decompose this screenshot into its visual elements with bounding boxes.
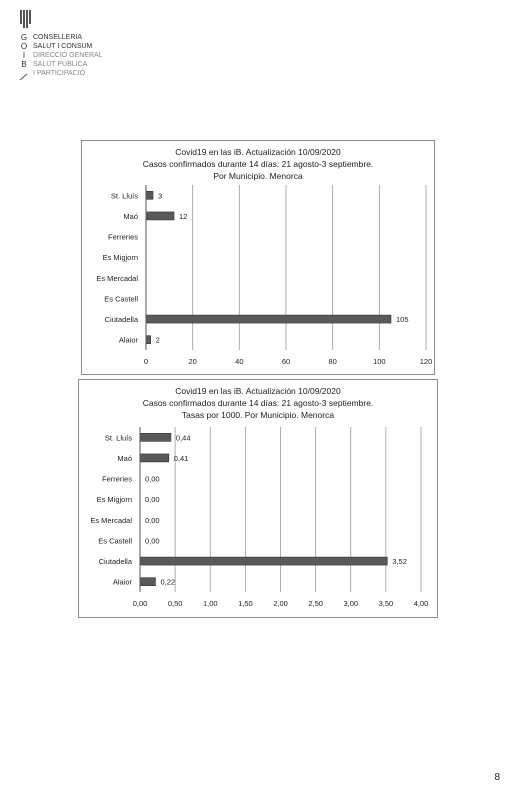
category-label: Ferreries (107, 232, 138, 242)
x-tick-label: 40 (235, 357, 244, 366)
data-label: 0,44 (175, 433, 191, 443)
category-label: St. Lluís (110, 191, 138, 201)
data-label: 0,41 (173, 453, 189, 463)
bar (146, 191, 153, 199)
logo-letters (18, 33, 30, 69)
data-label: 12 (179, 211, 188, 221)
data-label: 105 (396, 315, 409, 325)
data-label: 0,22 (160, 577, 176, 587)
logo-letter: G (20, 33, 28, 42)
category-label: Es Mercadal (96, 273, 138, 283)
data-label: 0,00 (145, 474, 160, 484)
bar (140, 578, 155, 586)
category-label: Maó (123, 211, 138, 221)
logo-letter: I (22, 51, 26, 60)
bar (146, 212, 174, 220)
category-label: Ciutadella (98, 557, 132, 567)
logo-line: DIRECCIÓ GENERAL (33, 52, 103, 59)
x-tick-label: 3,00 (343, 599, 359, 608)
logo-line: SALUT I CONSUM (33, 43, 93, 50)
category-label: Es Castell (104, 294, 138, 304)
bar (140, 454, 169, 462)
chart-title-line: Por Municipio. Menorca (213, 171, 303, 181)
category-label: Ciutadella (104, 315, 138, 325)
data-label: 2 (155, 335, 160, 345)
category-label: Maó (117, 453, 132, 463)
category-label: Es Castell (98, 536, 132, 546)
category-label: Alaior (112, 577, 132, 587)
logo-line: CONSELLERIA (33, 34, 83, 41)
x-tick-label: 1,50 (238, 599, 253, 608)
category-label: Es Migjorn (96, 495, 132, 505)
rates-chart-panel (78, 379, 438, 618)
category-label: St. Lluís (104, 433, 132, 443)
goib-logo (18, 10, 138, 80)
bar (146, 336, 151, 344)
chart-title-line: Tasas por 1000. Por Municipio. Menorca (181, 410, 335, 420)
category-label: Es Migjorn (102, 253, 138, 263)
category-label: Ferreries (101, 474, 132, 484)
data-label: 0,00 (145, 515, 160, 525)
logo-line: SALUT PÚBLICA (33, 61, 88, 68)
bar (140, 433, 171, 441)
x-tick-label: 60 (281, 357, 291, 366)
logo-letter: B (21, 60, 27, 69)
x-tick-label: 3,50 (378, 599, 394, 608)
x-tick-label: 80 (328, 357, 337, 366)
category-label: Es Mercadal (90, 515, 132, 525)
x-tick-label: 2,00 (273, 599, 288, 608)
logo-slash-icon (19, 73, 29, 81)
x-tick-label: 2,50 (308, 599, 323, 608)
chart-title-line: Casos confirmados durante 14 días: 21 agosto-3 septiembre. (142, 398, 374, 408)
bar (146, 315, 391, 323)
logo-text (33, 33, 103, 78)
chart-title-line: Casos confirmados durante 14 días: 21 agosto-3 septiembre. (142, 159, 374, 169)
page-number: 8 (494, 772, 500, 783)
goib-emblem-icon (20, 10, 32, 28)
data-label: 0,00 (145, 536, 160, 546)
x-tick-label: 0,50 (167, 599, 183, 608)
x-tick-label: 0 (143, 357, 149, 366)
data-label: 0,00 (145, 495, 160, 505)
bar (140, 557, 387, 565)
rates-bar-chart (79, 380, 437, 617)
chart-title-line: Covid19 en las iB. Actualización 10/09/2020 (175, 147, 341, 157)
logo-letter: O (20, 42, 28, 51)
data-label: 3,52 (392, 557, 407, 567)
cases-bar-chart (82, 141, 434, 374)
x-tick-label: 1,00 (202, 599, 218, 608)
x-tick-label: 0,00 (132, 599, 148, 608)
x-tick-label: 4,00 (413, 599, 429, 608)
x-tick-label: 120 (419, 357, 433, 366)
data-label: 3 (158, 191, 163, 201)
x-tick-label: 100 (373, 357, 386, 366)
category-label: Alaior (118, 335, 138, 345)
logo-line: I PARTICIPACIÓ (33, 70, 86, 77)
chart-title-line: Covid19 en las iB. Actualización 10/09/2020 (175, 386, 341, 396)
x-tick-label: 20 (188, 357, 197, 366)
cases-chart-panel (81, 140, 435, 375)
